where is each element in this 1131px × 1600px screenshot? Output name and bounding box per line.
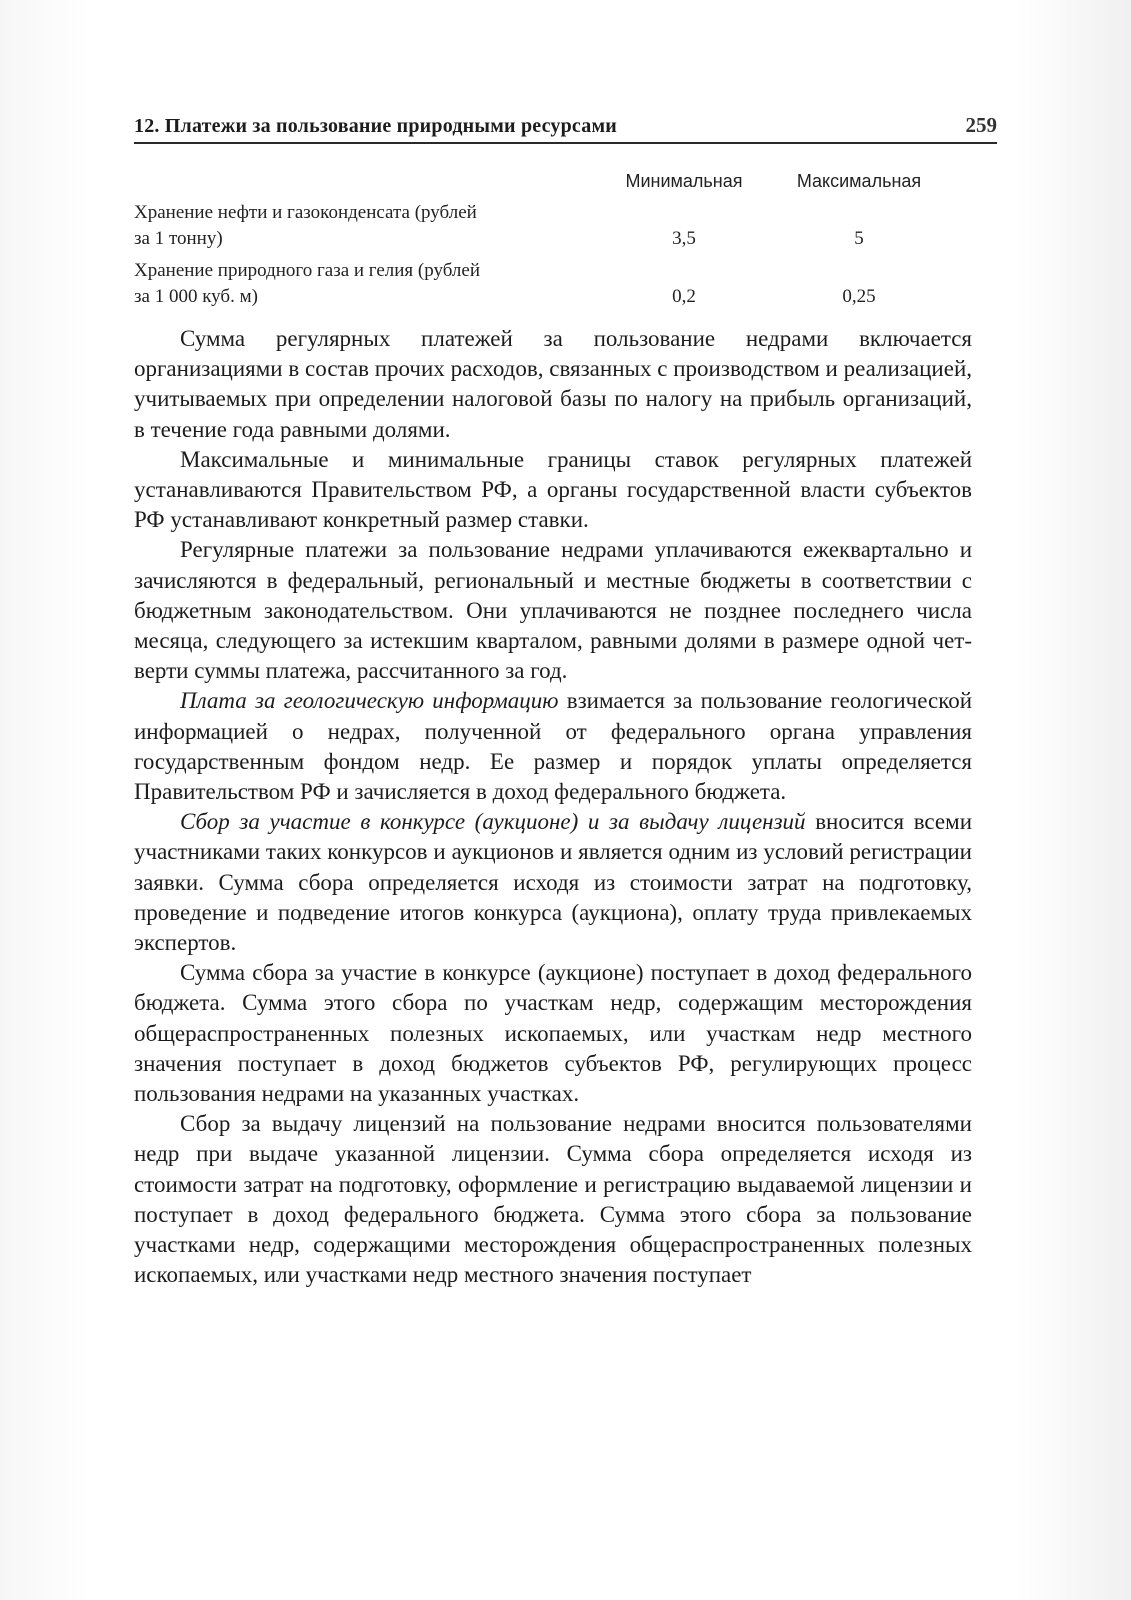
paragraph-text: взимается за пользование геологической информацией о недрах, полученной от федерального органа управления государственным фондом недр. Ее размер и порядок уплаты определяется Правительством РФ и зачисляется в доход федерального бюджета.	[134, 688, 973, 805]
paragraph	[134, 445, 972, 536]
paragraph-text: Сбор за выдачу лицензий на пользование недрами вносится пользователями недр при выдаче указанной лицензии. Сумма сбора определяется исходя из стоимости затрат на подготовку, оформление и регистрацию выдаваемой лицензии и поступает в доход федерального бюджета. Сумма этого сбора за пользование участками недр, содержащими месторождения общераспространенных полезных ископаемых, или участками недр местного значения поступает	[134, 1111, 972, 1288]
paragraph	[134, 807, 972, 958]
row-name	[134, 258, 594, 310]
paragraph	[134, 535, 972, 686]
min-rate: 0,2	[672, 286, 696, 307]
paragraph	[134, 686, 972, 807]
row-name-line: за 1 000 куб. м)	[134, 286, 258, 307]
page-number: 259	[965, 113, 997, 137]
paragraph	[134, 1109, 972, 1290]
table-row	[134, 252, 994, 310]
min-rate: 3,5	[672, 228, 696, 249]
paragraph-text: Сумма сбора за участие в конкурсе (аукционе) поступает в доход федерального бюджета. Сумма этого сбора по участкам недр, содержащим месторождения общераспространенных полезных ископаемых, или участкам недр местного значения поступает в доход бюджетов субъектов РФ, регулирующих процесс пользования недрами на указанных участках.	[134, 960, 972, 1107]
column-header-min: Минимальная	[625, 171, 743, 191]
row-name-line: Хранение природного газа и гелия (рублей	[134, 260, 481, 281]
italic-term: Сбор за участие в конкурсе (аукционе) и за выдачу лицензий	[180, 809, 806, 835]
paragraph-text: Максимальные и минимальные границы ставок регулярных платежей устанавливаются Правительством РФ, а органы государственной власти субъектов РФ устанавливают конкретный размер ставки.	[134, 446, 972, 533]
paragraph-text: вносится всеми участниками таких конкурсов и аукционов и является одним из условий регистрации заявки. Сумма сбора определяется исходя из стоимости затрат на подготовку, проведение и подведение итогов конкурса (аукциона), оплату труда привлекаемых экспертов.	[134, 809, 972, 956]
body-text	[134, 324, 972, 1291]
column-header-max: Максимальная	[796, 171, 922, 191]
chapter-title: 12. Платежи за пользование природными ресурсами	[134, 115, 617, 137]
running-head	[134, 110, 997, 144]
paragraph-text: Сумма регулярных платежей за пользование недрами включается организациями в состав прочих расходов, связанных с производством и реализацией, учитываемых при определении налоговой базы по налогу на прибыль организаций, в течение года равными долями.	[134, 326, 972, 442]
row-name-line: Хранение нефти и газоконденсата (рублей	[134, 202, 477, 223]
rate-table-header	[134, 164, 994, 194]
paragraph-text: Регулярные платежи за пользование недрами уплачиваются ежеквартально и зачисляются в федеральный, региональный и местные бюджеты в соответствии с бюджетным законодательством. Они уплачиваются не позднее последнего числа месяца, следующего за истекшим кварталом, равными долями в размере одной четверти суммы платежа, рассчитанного за год.	[134, 537, 972, 684]
row-name-line: за 1 тонну)	[134, 228, 223, 249]
max-rate: 5	[854, 228, 864, 249]
italic-term: Плата за геологическую информацию	[180, 688, 559, 714]
row-name	[134, 200, 594, 252]
paragraph	[134, 324, 972, 445]
max-rate: 0,25	[842, 286, 876, 307]
rate-table	[134, 164, 994, 310]
table-row	[134, 194, 994, 252]
paragraph	[134, 958, 972, 1109]
